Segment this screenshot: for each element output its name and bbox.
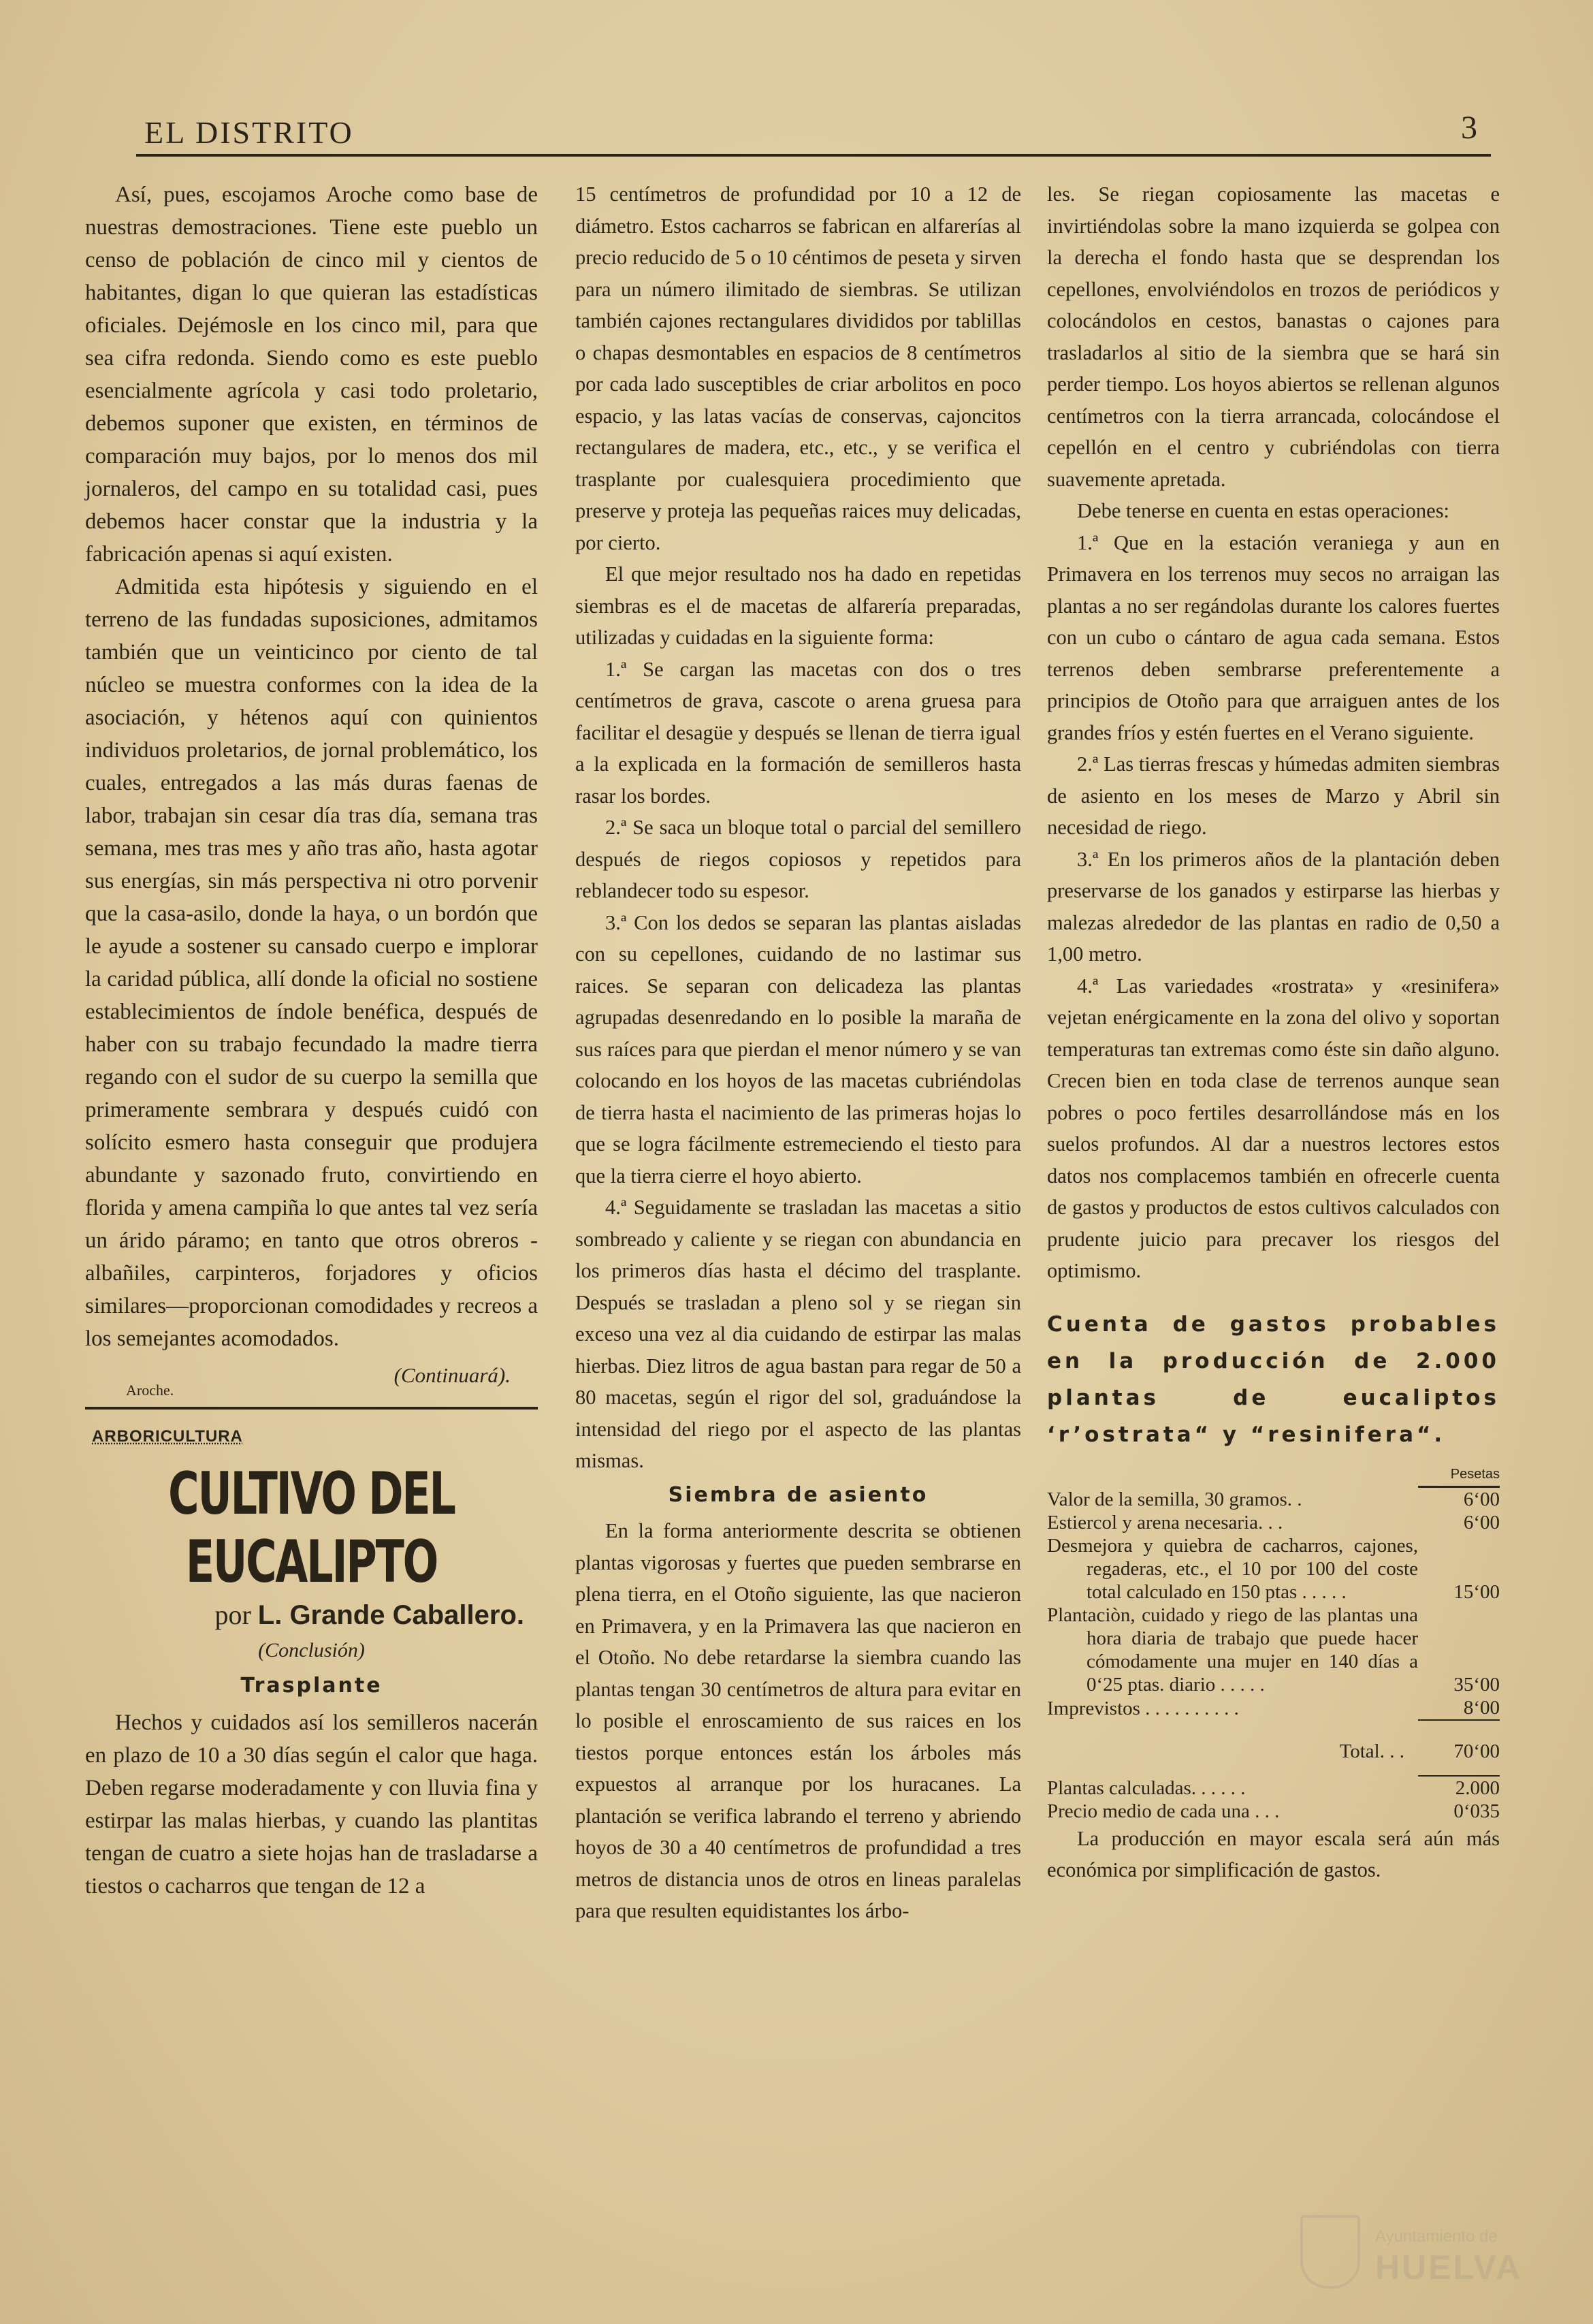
step-1: 1.ª Se cargan las macetas con dos o tres centímetros de grava, cascote o arena gruesa para facilitar el desagüe y después se llenan de tierra igual a la explicada en la formación de semilleros hasta rasar los bordes. (575, 657, 1021, 808)
avg-value: 0‘035 (1453, 1800, 1500, 1822)
watermark-line-2: HUELVA (1375, 2248, 1523, 2287)
paragraph: Así, pues, escojamos Aroche como base de nuestras demostraciones. Tiene este pueblo un censo de población de cinco mil y cientos de habitantes, digan lo que quieran las estadísticas oficiales. Dejémosle en los cinco mil, para que sea cifra redonda. Siendo como es este pueblo esencialmente agrícola y casi todo proletario, debemos suponer que existen, en términos de comparación muy bajos, por lo menos dos mil jornaleros, del campo en su totalidad casi, pues debemos hacer constar que la industria y la fabricación apenas si aquí existen. (85, 182, 538, 567)
currency-header: Pesetas (1418, 1463, 1500, 1487)
note-4: 4.ª Las variedades «rostrata» y «resinifera» vejetan enérgicamente en la zona del olivo y soportan temperaturas tan extremas como éste sin daño alguno. Crecen bien en toda clase de terrenos aunque sean pobres o poco fertiles desarrollándose más en los suelos profundos. Al dar a nuestros lectores estos datos nos complacemos también en ofrecerle cuenta de gastos y productos de estos cultivos calculados con prudente juicio para precaver los riesgos del optimismo. (1047, 974, 1500, 1282)
plants-value: 2.000 (1418, 1776, 1500, 1800)
row-label: Estiercol y arena necesaria. . . (1047, 1511, 1283, 1533)
row-amount: 6‘00 (1463, 1488, 1500, 1510)
coat-of-arms-icon (1300, 2215, 1360, 2289)
note-1: 1.ª Que en la estación veraniega y aun en Primavera en los terrenos muy secos no arraigan las plantas a no ser regándolas durante los calores fuertes con un cubo o cántaro de agua cada semana. Estos terrenos deben sembrarse preferentemente a principios de Otoño para que arraiguen antes de los grandes fríos y estén fuertes en el Verano siguiente. (1047, 530, 1500, 744)
row-amount: 15‘00 (1453, 1580, 1500, 1603)
table-row (1047, 1776, 1500, 1800)
table-row (1047, 1486, 1500, 1511)
continued-note: (Continuará). (393, 1363, 511, 1387)
masthead (136, 109, 1491, 157)
total-row (1047, 1720, 1500, 1763)
page-number: 3 (1461, 110, 1477, 146)
total-label: Total. . . (1339, 1740, 1404, 1762)
note-3: 3.ª En los primeros años de la plantación deben preservarse de los ganados y estirparse las hierbas y malezas alrededor de las plantas en radio de 0,50 a 1,00 metro. (1047, 847, 1500, 966)
paragraph: En la forma anteriormente descrita se obtienen plantas vigorosas y fuertes que pueden sembrarse en plena tierra, en el Otoño siguiente, las que nacieron en Primavera, y en la Primavera las que nacieron en el Otoño. No debe retardarse la siembra cuando las plantas tengan 30 centímetros de altura para evitar en lo posible el enroscamiento de sus raices en los tiestos porque entonces están los árboles más expuestos al arranque por los huracanes. La plantación se verifica labrando el terreno y abriendo hoyos de 30 a 40 centímetros de profundidad a tres metros de distancia unos de otros en lineas paralelas para que resulten equidistantes los árbo- (575, 1519, 1021, 1922)
masthead-rule (136, 154, 1491, 157)
avg-label: Precio medio de cada una . . . (1047, 1800, 1280, 1822)
author-name: L. Grande Caballero. (257, 1600, 524, 1630)
paragraph: Hechos y cuidados así los semilleros nacerán en plazo de 10 a 30 días según el calor que haga. Deben regarse moderadamente y con lluvia fina y estirpar las malas hierbas, y cuando las plantitas tengan de cuatro a siete hojas han de trasladarse a tiestos o cacharros que tengan de 12 a (85, 1710, 538, 1898)
row-label: Desmejora y quiebra de cacharros, cajones, regaderas, etc., el 10 por 100 del coste total calculado en 150 ptas . . . . . (1047, 1534, 1418, 1603)
paragraph: les. Se riegan copiosamente las macetas e invirtiéndolas sobre la mano izquierda se golpea con la derecha el fondo hasta que se desprendan los cepellones, envolviéndolos en trozos de periódicos y colocándolos en cestos, banastas o cajones para trasladarlos al sitio de la siembra que se hará sin perder tiempo. Los hoyos abiertos se rellenan algunos centímetros con la tierra arrancada, colocándose el cepellón en el centro y cubriéndolas con tierra suavemente apretada. (1047, 182, 1500, 491)
table-row (1047, 1800, 1500, 1823)
watermark-line-1: Ayuntamiento de (1375, 2227, 1498, 2246)
row-amount: 8‘00 (1463, 1696, 1500, 1719)
table-row (1047, 1511, 1500, 1534)
section-label: ARBORICULTURA (92, 1427, 243, 1446)
paragraph: La producción en mayor escala será aún más económica por simplificación de gastos. (1047, 1826, 1500, 1881)
newspaper-title: EL DISTRITO (144, 115, 354, 150)
row-amount: 6‘00 (1463, 1511, 1500, 1533)
row-label: Imprevistos . . . . . . . . . . (1047, 1697, 1239, 1719)
table-row (1047, 1534, 1500, 1604)
heading-transplant: Trasplante (240, 1674, 383, 1698)
place-name: Aroche. (126, 1382, 174, 1399)
signoff (85, 1359, 538, 1399)
step-4: 4.ª Seguidamente se trasladan las macetas a sitio sombreado y caliente y se riegan con abundancia en los primeros días hasta el décimo del trasplante. Después se trasladan a pleno sol y se riegan sin exceso una vez al dia cuidando de estirpar las malas hierbas. Diez litros de agua bastan para regar de 50 a 80 macetas, según el rigor del sol, graduándose la intensidad del riego por el aspecto de las plantas mismas. (575, 1196, 1021, 1472)
column-3 (1047, 178, 1500, 1886)
archive-watermark (1300, 2215, 1545, 2297)
heading-sowing: Siembra de asiento (668, 1482, 929, 1507)
byline-prefix: por (214, 1599, 251, 1630)
plants-label: Plantas calculadas. . . . . . (1047, 1777, 1246, 1799)
section-divider (85, 1407, 538, 1410)
paragraph: El que mejor resultado nos ha dado en repetidas siembras es el de macetas de alfarería preparadas, utilizadas y cuidadas en la siguiente forma: (575, 562, 1021, 649)
cost-table (1047, 1463, 1500, 1823)
step-2: 2.ª Se saca un bloque total o parcial del semillero después de riegos copiosos y repetidos para reblandecer todo su espesor. (575, 816, 1021, 902)
paragraph: Debe tenerse en cuenta en estas operaciones: (1077, 499, 1450, 522)
column-1 (85, 178, 538, 1903)
article-title: CULTIVO DEL EUCALIPTO (168, 1460, 455, 1596)
table-header-row (1047, 1463, 1500, 1487)
table-row (1047, 1604, 1500, 1696)
cost-table-title: Cuenta de gastos probables en la producción de 2.000 plantas de eucaliptos ‘r’ostrata“ y “resinifera“. (1047, 1311, 1500, 1447)
row-label: Plantaciòn, cuidado y riego de las plantas una hora diaria de trabajo que puede hacer cómodamente una mujer en 140 días a 0‘25 ptas. diario . . . . . (1047, 1604, 1418, 1696)
note-2: 2.ª Las tierras frescas y húmedas admiten siembras de asiento en los meses de Marzo y Abril sin necesidad de riego. (1047, 752, 1500, 839)
column-2 (575, 178, 1021, 1927)
table-row (1047, 1696, 1500, 1720)
paragraph: 15 centímetros de profundidad por 10 a 12 de diámetro. Estos cacharros se fabrican en alfarerías al precio reducido de 5 o 10 céntimos de peseta y sirven para un número ilimitado de siembras. Se utilizan también cajones rectangulares divididos por tablillas o chapas desmontables en espacios de 8 centímetros por cada lado susceptibles de criar arbolitos en poco espacio, y las latas vacías de conservas, cajoncitos rectangulares de madera, etc., etc., y se verifica el trasplante por cualesquiera procedimiento que preserve y proteja las pequeñas raices muy delicadas, por cierto. (575, 182, 1021, 554)
byline (85, 1599, 524, 1631)
step-3: 3.ª Con los dedos se separan las plantas aisladas con su cepellones, cuidando de no lastimar sus raices. Se separan con delicadeza las plantas agrupadas desenredando en lo posible la maraña de sus raíces para que pierdan el menor número y se van colocando en los hoyos de las macetas cubriéndolas de tierra hasta el nacimiento de las primeras hojas lo que se logra fácilmente estremeciendo el tiesto para que la tierra cierre el hoyo abierto. (575, 910, 1021, 1188)
row-amount: 35‘00 (1453, 1673, 1500, 1696)
row-label: Valor de la semilla, 30 gramos. . (1047, 1488, 1302, 1510)
paragraph: Admitida esta hipótesis y siguiendo en el terreno de las fundadas suposiciones, admitamos también que un veinticinco por ciento de tal núcleo se muestra conformes con la idea de la asociación, y hétenos aquí con quinientos individuos proletarios, de jornal problemático, los cuales, entregados a las más duras faenas de labor, trabajan sin cesar día tras día, semana tras semana, mes tras mes y año tras año, hasta agotar sus energías, sin más perspectiva ni otro porvenir que la casa-asilo, donde la haya, o un bordón que le ayude a sostener su cansado cuerpo e implorar la caridad pública, allí donde la oficial no sostiene establecimientos de índole benéfica, después de haber con su trabajo fecundado la madre tierra regando con el sudor de su cuerpo la semilla que primeramente sembrara y después cuidó con solícito esmero hasta conseguir que produjera abundante y sazonado fruto, convirtiendo en florida y amena campiña lo que antes tal vez sería un árido páramo; en tanto que otros obreros - albañiles, carpinteros, forjadores y oficios similares—proporcionan comodidades y recreos a los semejantes acomodados. (85, 575, 538, 1351)
conclusion-note: (Conclusión) (258, 1639, 365, 1661)
total-amount: 70‘00 (1418, 1720, 1500, 1763)
